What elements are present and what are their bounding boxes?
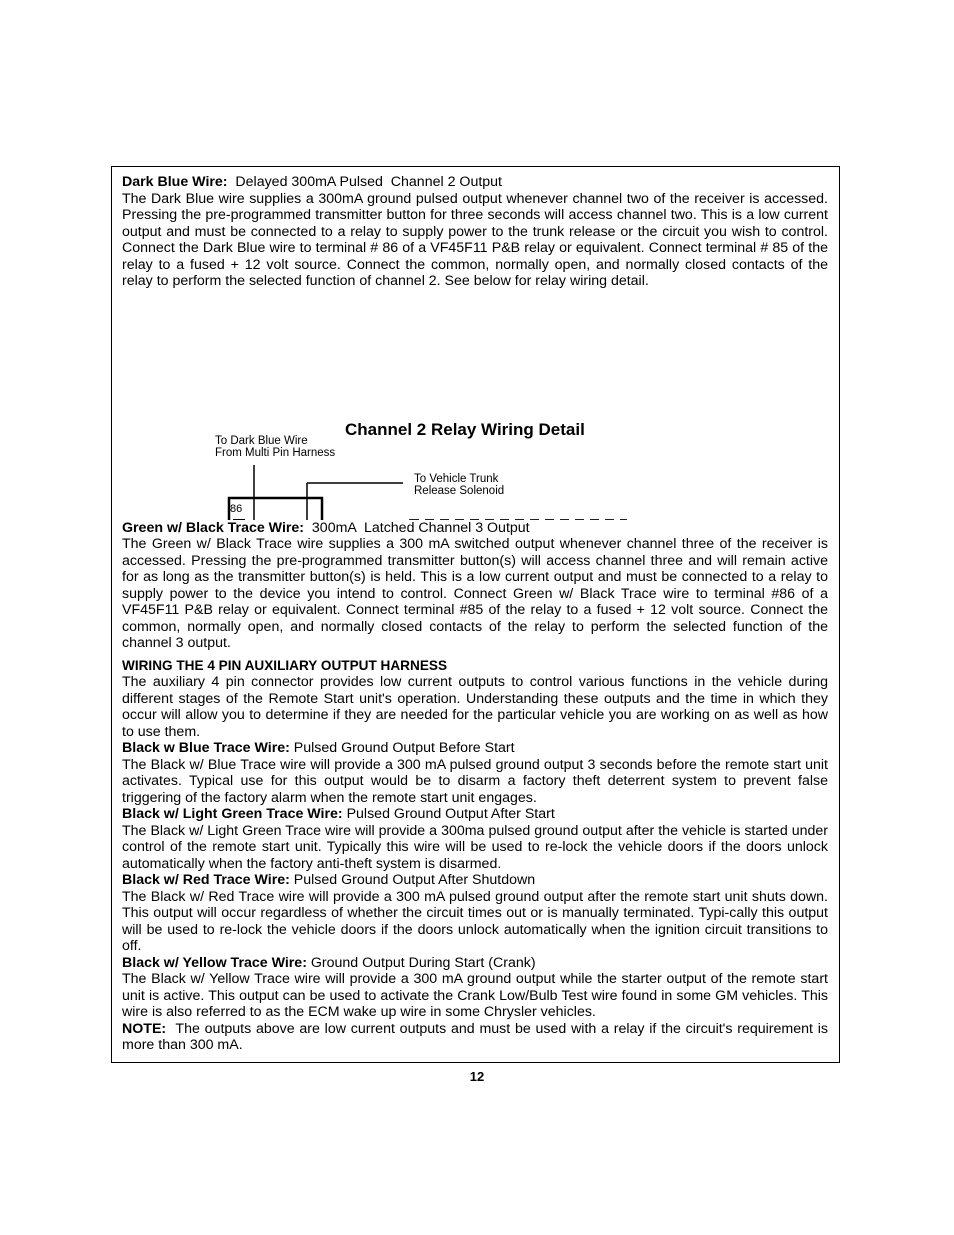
item-4-title: Black w/ Yellow Trace Wire: xyxy=(122,954,307,971)
green-wire-title: Green w/ Black Trace Wire: xyxy=(122,519,305,536)
item-3-title: Black w/ Red Trace Wire: xyxy=(122,872,290,888)
relay-wiring-diagram xyxy=(122,290,828,520)
label-from-line1: To Dark Blue Wire xyxy=(215,434,308,447)
item-4-body: The Black w/ Yellow Trace wire will provide a 300 mA ground output while the starter output of the remote start unit is active. This output can be used to activate the Crank Low/Bulb Test wire found in some GM vehicles. This wire is also referred to as the ECM wake up wire in some Chrysler vehicles. xyxy=(122,971,828,1020)
green-wire-body: The Green w/ Black Trace wire supplies a 300 mA switched output whenever channel three of the receiver is accessed. Pressing the pre-programmed transmitter button(s) will access channel three and will remain active for as long as the transmitter button(s) is held. This is a low current output and must be connected to a relay to supply power to the device you intend to control. Connect Green w/ Black Trace wire to terminal #86 of a VF45F11 P&B relay or equivalent. Connect terminal #85 of the relay to a fused + 12 volt source. Connect the common, normally open, and normally closed contacts of the relay to perform the selected function of the channel 3 output. xyxy=(122,536,828,651)
relay-body xyxy=(229,498,322,520)
green-wire-heading xyxy=(122,520,828,537)
item-2-body: The Black w/ Light Green Trace wire will provide a 300ma pulsed ground output after the vehicle is started under control of the remote start unit. Typically this wire will be used to re-lock the vehicle doors if the doors unlock automatically when the factory anti-theft system is disarmed. xyxy=(122,822,828,872)
aux-harness-heading: WIRING THE 4 PIN AUXILIARY OUTPUT HARNESS xyxy=(122,657,448,673)
item-4-desc: Ground Output During Start (Crank) xyxy=(306,954,536,971)
item-1-title: Black w Blue Trace Wire: xyxy=(122,740,290,756)
document-body xyxy=(122,174,832,1054)
page-number: 12 xyxy=(469,1069,485,1084)
label-trunk-line1: To Vehicle Trunk xyxy=(414,472,499,485)
note-body: The outputs above are low current outputs and must be used with a relay if the circuit's requirement is more than 300 mA. xyxy=(122,1020,832,1053)
item-3-desc: Pulsed Ground Output After Shutdown xyxy=(289,872,536,888)
item-2-title: Black w/ Light Green Trace Wire: xyxy=(122,806,343,822)
dark-blue-wire-body: The Dark Blue wire supplies a 300mA ground pulsed output whenever channel two of the receiver is accessed. Pressing the pre-programmed transmitter button for three seconds will access channel two. This is a low current output and must be connected to a relay to supply power to the trunk release or the circuit you wish to control. Connect the Dark Blue wire to terminal # 86 of a VF45F11 P&B relay or equivalent. Connect terminal # 85 of the relay to a fused + 12 volt source. Connect the common, normally open, and normally closed contacts of the relay to perform the selected function of channel 2. See below for relay wiring detail. xyxy=(122,190,828,289)
dark-blue-wire-desc: Delayed 300mA Pulsed Channel 2 Output xyxy=(227,174,502,190)
note-paragraph xyxy=(122,1020,832,1054)
item-3-body: The Black w/ Red Trace wire will provide a 300 mA pulsed ground output after the remote start unit shuts down. This output will occur regardless of whether the circuit times out or is manually terminated. Typi-cally this output will be used to re-lock the vehicle doors if the doors unlock automatically when the ignition circuit transitions to off. xyxy=(122,888,828,954)
item-1-body: The Black w/ Blue Trace wire will provide a 300 mA pulsed ground output 3 seconds before the remote start unit activates. Typical use for this output would be to disarm a factory theft deterrent system to prevent false triggering of the factory alarm when the remote start unit engages. xyxy=(122,756,828,806)
note-title: NOTE: xyxy=(122,1020,167,1037)
green-wire-desc: 300mA Latched Channel 3 Output xyxy=(304,519,530,536)
item-1-desc: Pulsed Ground Output Before Start xyxy=(289,740,515,756)
aux-harness-body: The auxiliary 4 pin connector provides low current outputs to control various functions in the vehicle during different stages of the Remote Start unit's operation. Understanding these outputs and the time in which they occur will allow you to determine if they are needed for the particular vehicle you are working on as well as how to use them. xyxy=(122,674,828,740)
pin-86-label: 86 xyxy=(230,502,243,515)
dark-blue-wire-heading xyxy=(122,174,828,191)
label-from-line2: From Multi Pin Harness xyxy=(215,446,336,459)
dark-blue-wire-title: Dark Blue Wire: xyxy=(122,174,228,190)
item-2-desc: Pulsed Ground Output After Start xyxy=(342,806,555,822)
diagram-title: Channel 2 Relay Wiring Detail xyxy=(345,419,585,439)
item-2-heading xyxy=(122,806,828,823)
item-3-heading xyxy=(122,872,828,889)
item-1-heading xyxy=(122,740,828,757)
relay-diagram-graphic xyxy=(122,290,828,520)
label-trunk-line2: Release Solenoid xyxy=(414,484,505,497)
item-4-heading xyxy=(122,955,828,972)
